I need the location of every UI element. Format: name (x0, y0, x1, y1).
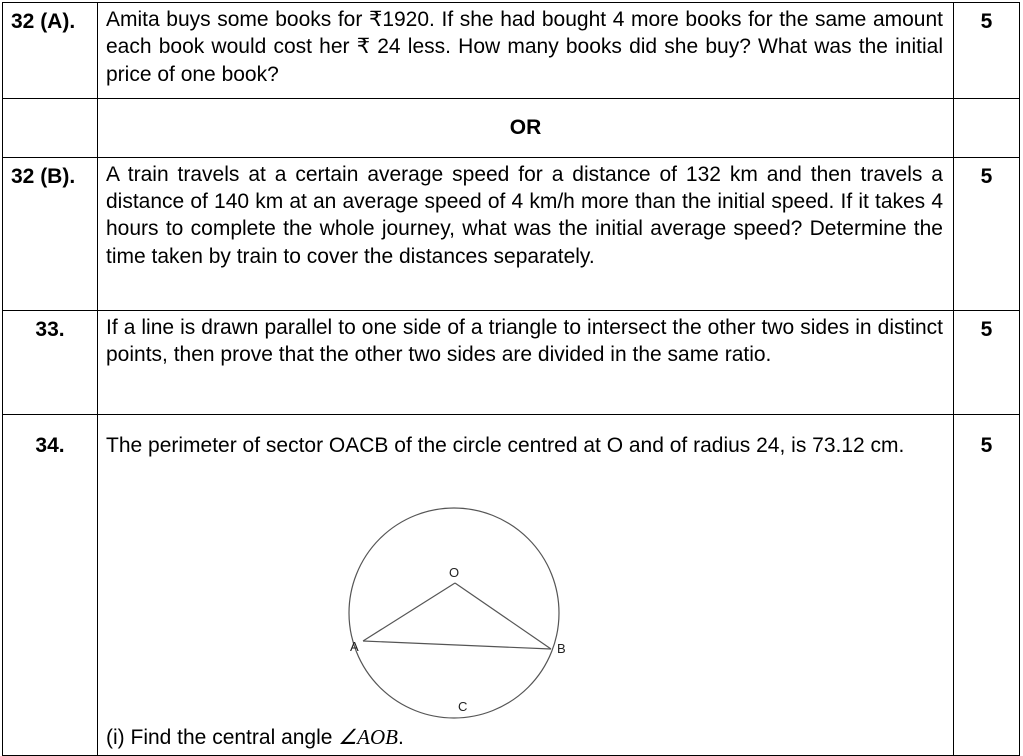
question-marks: 5 (980, 317, 993, 341)
angle-symbol: ∠ (338, 724, 358, 749)
question-row-33 (3, 310, 1020, 414)
or-label: OR (509, 115, 542, 139)
question-number: 34. (35, 433, 65, 457)
question-number: 33. (35, 317, 65, 341)
sector-circle-figure (348, 497, 568, 727)
question-text: Amita buys some books for ₹1920. If she had bought 4 more books for the same amount each book would cost her ₹ 24 less. How many books did she buy? What was the initial price of one book? (106, 8, 943, 86)
question-marks: 5 (980, 433, 993, 457)
subquestion-suffix: . (397, 725, 404, 749)
question-text: The perimeter of sector OACB of the circle centred at O and of radius 24, is 73.12 cm. (106, 433, 905, 457)
point-label-a: A (350, 638, 359, 654)
radius-ob (455, 583, 551, 649)
circle-outline (349, 508, 559, 718)
subquestion-i (106, 724, 404, 751)
subquestion-prefix: (i) Find the central angle (106, 725, 339, 749)
question-marks: 5 (980, 10, 993, 33)
question-row-32a (3, 3, 1020, 99)
point-label-o: O (449, 564, 460, 580)
radius-oa (363, 583, 455, 641)
point-label-c: C (458, 698, 468, 714)
question-table (2, 2, 1020, 756)
question-row-34 (3, 414, 1020, 755)
point-label-b: B (557, 640, 566, 656)
question-number: 32 (B). (11, 164, 76, 188)
question-text: A train travels at a certain average speed for a distance of 132 km and then travels a distance of 140 km at an average speed of 4 km/h more than the initial speed. If it takes 4 hours to complete the whole journey, what was the initial average speed? Determine the time taken by train to cover the distances separately. (106, 162, 943, 268)
question-row-32b (3, 157, 1020, 310)
question-34-body (98, 415, 953, 755)
question-marks: 5 (980, 164, 993, 188)
angle-label: AOB (357, 724, 398, 749)
question-number: 32 (A). (11, 10, 76, 33)
or-row (3, 98, 1020, 157)
chord-ab (363, 641, 551, 649)
question-text: If a line is drawn parallel to one side of a triangle to intersect the other two sides in distinct points, then prove that the other two sides are divided in the same ratio. (106, 315, 943, 367)
